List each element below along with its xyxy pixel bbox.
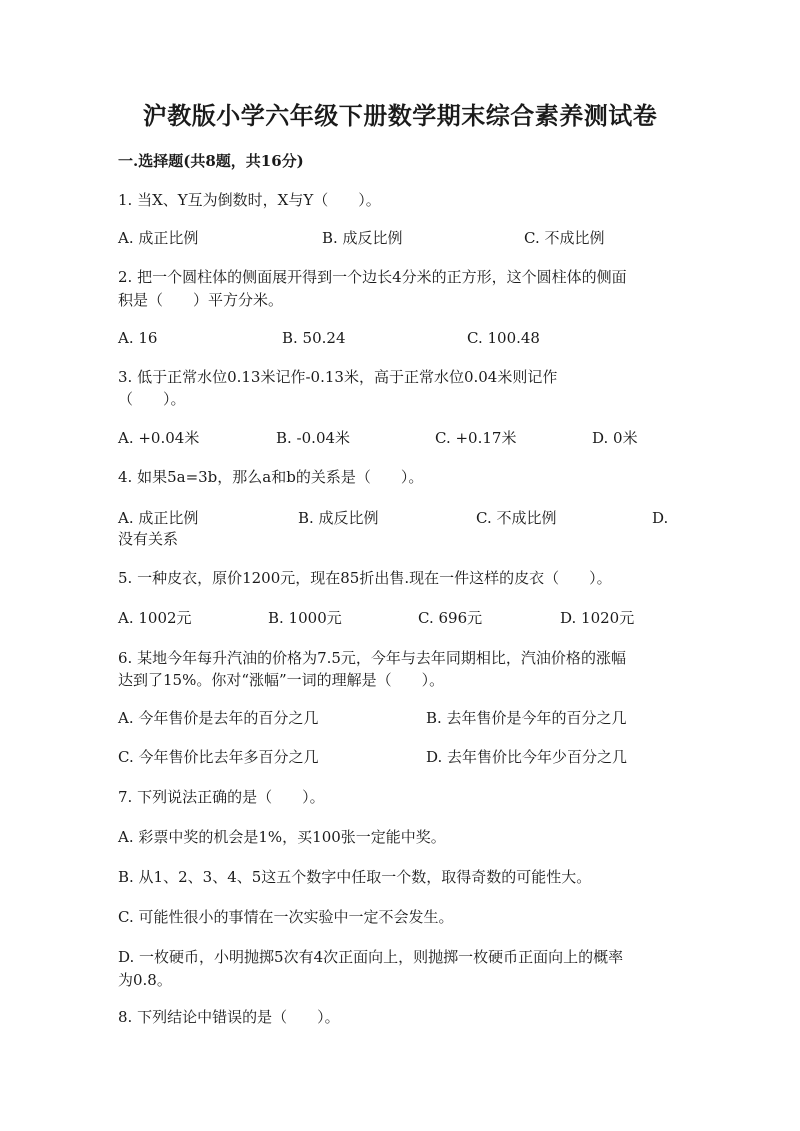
question-7-option-b: B. 从1、2、3、4、5这五个数字中任取一个数，取得奇数的可能性大。	[118, 868, 592, 886]
question-3-option-b: B. -0.04米	[276, 429, 351, 447]
question-3-option-a: A. +0.04米	[118, 429, 200, 447]
question-2-option-b: B. 50.24	[282, 329, 346, 347]
question-7-option-c: C. 可能性很小的事情在一次实验中一定不会发生。	[118, 908, 454, 926]
question-1-option-b: B. 成反比例	[322, 229, 403, 247]
question-4-option-d: D.	[652, 509, 669, 527]
question-4-stem: 4. 如果5a=3b，那么a和b的关系是（ ）。	[118, 468, 424, 486]
question-3-option-c: C. +0.17米	[435, 429, 517, 447]
question-6-stem-line1: 6. 某地今年每升汽油的价格为7.5元，今年与去年同期相比，汽油价格的涨幅	[118, 649, 626, 667]
question-2-stem-line2: 积是（ ）平方分米。	[118, 291, 284, 309]
question-8-stem: 8. 下列结论中错误的是（ ）。	[118, 1008, 340, 1026]
question-4-option-d-text: 没有关系	[118, 530, 179, 548]
question-6-option-d: D. 去年售价比今年少百分之几	[426, 748, 628, 766]
question-4-option-a: A. 成正比例	[118, 509, 199, 527]
question-6-stem-line2: 达到了15%。你对“涨幅”一词的理解是（ ）。	[118, 671, 445, 689]
question-1-option-c: C. 不成比例	[524, 229, 605, 247]
question-7-stem: 7. 下列说法正确的是（ ）。	[118, 788, 325, 806]
question-4-option-b: B. 成反比例	[298, 509, 379, 527]
question-4-option-c: C. 不成比例	[476, 509, 557, 527]
question-3-option-d: D. 0米	[592, 429, 638, 447]
question-5-stem: 5. 一种皮衣，原价1200元，现在85折出售.现在一件这样的皮衣（ ）。	[118, 569, 612, 587]
question-2-option-c: C. 100.48	[467, 329, 540, 347]
question-2-option-a: A. 16	[118, 329, 158, 347]
question-1-option-a: A. 成正比例	[118, 229, 199, 247]
question-3-stem-line2: （ ）。	[118, 390, 186, 408]
question-1-stem: 1. 当X、Y互为倒数时，X与Y（ ）。	[118, 191, 381, 209]
question-7-option-d-wrap: 为0.8。	[118, 971, 172, 989]
question-2-stem-line1: 2. 把一个圆柱体的侧面展开得到一个边长4分米的正方形，这个圆柱体的侧面	[118, 268, 627, 286]
question-6-option-c: C. 今年售价比去年多百分之几	[118, 748, 319, 766]
question-5-option-d: D. 1020元	[560, 609, 635, 627]
question-6-option-a: A. 今年售价是去年的百分之几	[118, 709, 319, 727]
question-7-option-d: D. 一枚硬币，小明抛掷5次有4次正面向上，则抛掷一枚硬币正面向上的概率	[118, 948, 624, 966]
section-heading: 一.选择题(共8题，共16分)	[118, 152, 304, 170]
question-6-option-b: B. 去年售价是今年的百分之几	[426, 709, 627, 727]
question-5-option-b: B. 1000元	[268, 609, 342, 627]
question-5-option-c: C. 696元	[418, 609, 483, 627]
page-title: 沪教版小学六年级下册数学期末综合素养测试卷	[142, 101, 658, 130]
question-5-option-a: A. 1002元	[118, 609, 192, 627]
question-3-stem-line1: 3. 低于正常水位0.13米记作-0.13米，高于正常水位0.04米则记作	[118, 368, 558, 386]
question-7-option-a: A. 彩票中奖的机会是1%，买100张一定能中奖。	[118, 828, 446, 846]
